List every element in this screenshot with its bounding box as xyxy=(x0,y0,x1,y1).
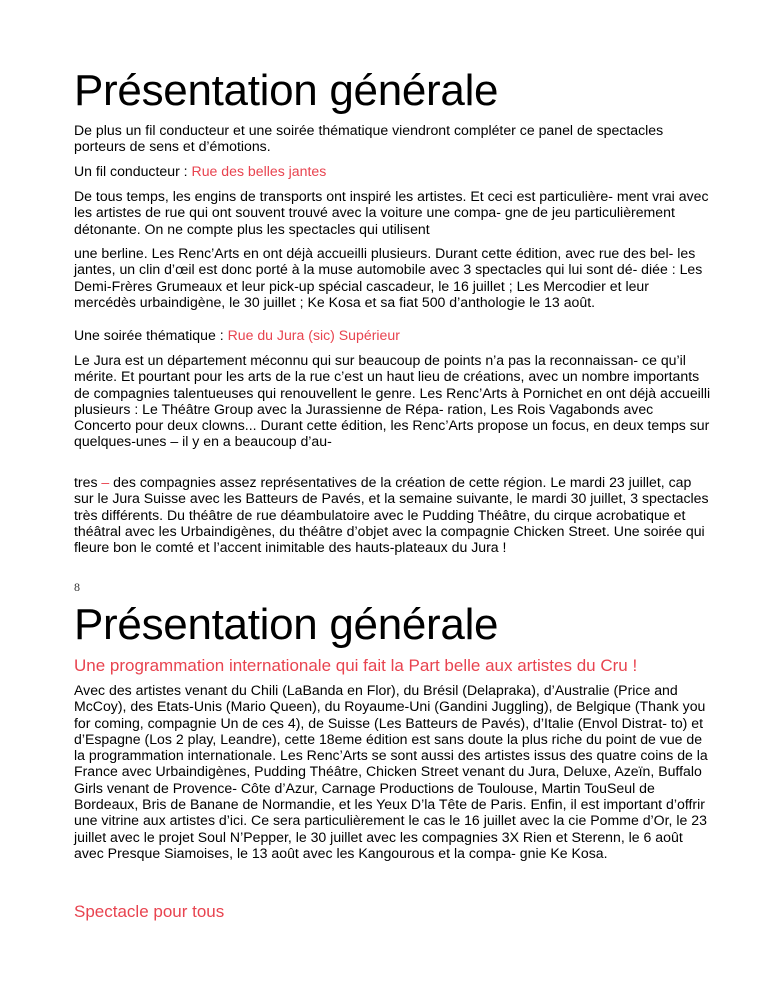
soiree-label: Une soirée thématique : xyxy=(74,327,228,343)
subtitle-spectacle: Spectacle pour tous xyxy=(74,902,225,921)
paragraph-jura: Le Jura est un département méconnu qui sur beaucoup de points n’a pas la reconnaissan- ce qu’il mérite. Et pourtant pour les arts de la rue c’est un haut lieu de créations, avec un nombre importants de compagnies talentueuses qui renouvellent le genre. Les Renc’Arts à Pornichet en ont déjà accueilli plusieurs : Le Théâtre Group avec la Jurassienne de Répa- ration, Les Rois Vagabonds avec Concerto pour deux clowns... Durant cette édition, les Renc’Arts propose un focus, en deux temps sur quelques-unes – il y en a beaucoup d’au- xyxy=(74,352,711,450)
intro-paragraph: De plus un fil conducteur et une soirée thématique viendront compléter ce panel de spectacles porteurs de sens et d’émotions. xyxy=(74,122,664,155)
paragraph-compagnies: tres – des compagnies assez représentatives de la création de cette région. Le mardi 23 juillet, cap sur le Jura Suisse avec les Batteurs de Pavés, et la semaine suivante, le mardi 30 juillet, 3 spectacles très différents. Du théâtre de rue déambulatoire avec le Pudding Théâtre, du cirque acrobatique et théâtral avec les Urbaindigènes, du théâtre d’objet avec la compagnie Chicken Street. Une soirée qui fleure bon le comté et l’accent inimitable des hauts-plateaux du Jura ! xyxy=(74,474,709,556)
paragraph-berline: une berline. Les Renc’Arts en ont déjà accueilli plusieurs. Durant cette édition, avec rue des bel- les jantes, un clin d’œil est donc porté à la muse automobile avec 3 spectacles qui lui sont dé- diée : Les Demi-Frères Grumeaux et leur pick-up spécial cascadeur, le 16 juillet ; Les Mercodier et leur mercédès urbaindigène, le 30 juillet ; Ke Kosa et sa fiat 500 d’anthologie le 13 août. xyxy=(74,245,703,310)
fil-value: Rue des belles jantes xyxy=(191,163,327,179)
dash-accent: – xyxy=(101,474,110,490)
paragraph-transports: De tous temps, les engins de transports ont inspiré les artistes. Et ceci est particulière- ment vrai avec les artistes de rue qui ont souvent trouvé avec la voiture une compa- gne de jeu particulièrement détonante. On ne compte plus les spectacles qui utilisent xyxy=(74,188,709,237)
page-number: 8 xyxy=(74,580,80,594)
section-title-2: Présentation générale xyxy=(74,600,499,649)
soiree-thematique-line xyxy=(74,327,714,343)
subtitle-programmation: Une programmation internationale qui fait la Part belle aux artistes du Cru ! xyxy=(74,656,638,675)
soiree-value: Rue du Jura (sic) Supérieur xyxy=(227,327,400,343)
fil-conducteur-line xyxy=(74,163,714,179)
section-title: Présentation générale xyxy=(74,66,499,115)
paragraph-programmation: Avec des artistes venant du Chili (LaBanda en Flor), du Brésil (Delapraka), d’Australie (Price and McCoy), des Etats-Unis (Mario Queen), du Royaume-Uni (Gandini Juggling), de Belgique (Thank you for coming, compagnie Un de ces 4), de Suisse (Les Batteurs de Pavés), d’Italie (Envol Distrat- to) et d’Espagne (Los 2 play, Leandre), cette 18eme édition est sans doute la plus riche du point de vue de la programmation internationale. Les Renc’Arts se sont aussi des artistes issus des quatre coins de la France avec Urbaindigènes, Pudding Théâtre, Chicken Street venant du Jura, Deluxe, Azeïn, Buffalo Girls venant de Provence- Côte d’Azur, Carnage Productions de Toulouse, Martin TouSeul de Bordeaux, Bris de Banane de Normandie, et les Yeux D’la Tête de Paris. Enfin, il est important d’offrir une vitrine aux artistes d’ici. Ce sera particulièrement le cas le 16 juillet avec la cie Pomme d’Or, le 23 juillet avec le projet Soul N’Pepper, le 30 juillet avec les compagnies 3X Rien et Sterenn, le 6 août avec Presque Siamoises, le 13 août avec les Kangourous et la compa- gnie Ke Kosa. xyxy=(74,682,708,861)
fil-label: Un fil conducteur : xyxy=(74,163,192,179)
